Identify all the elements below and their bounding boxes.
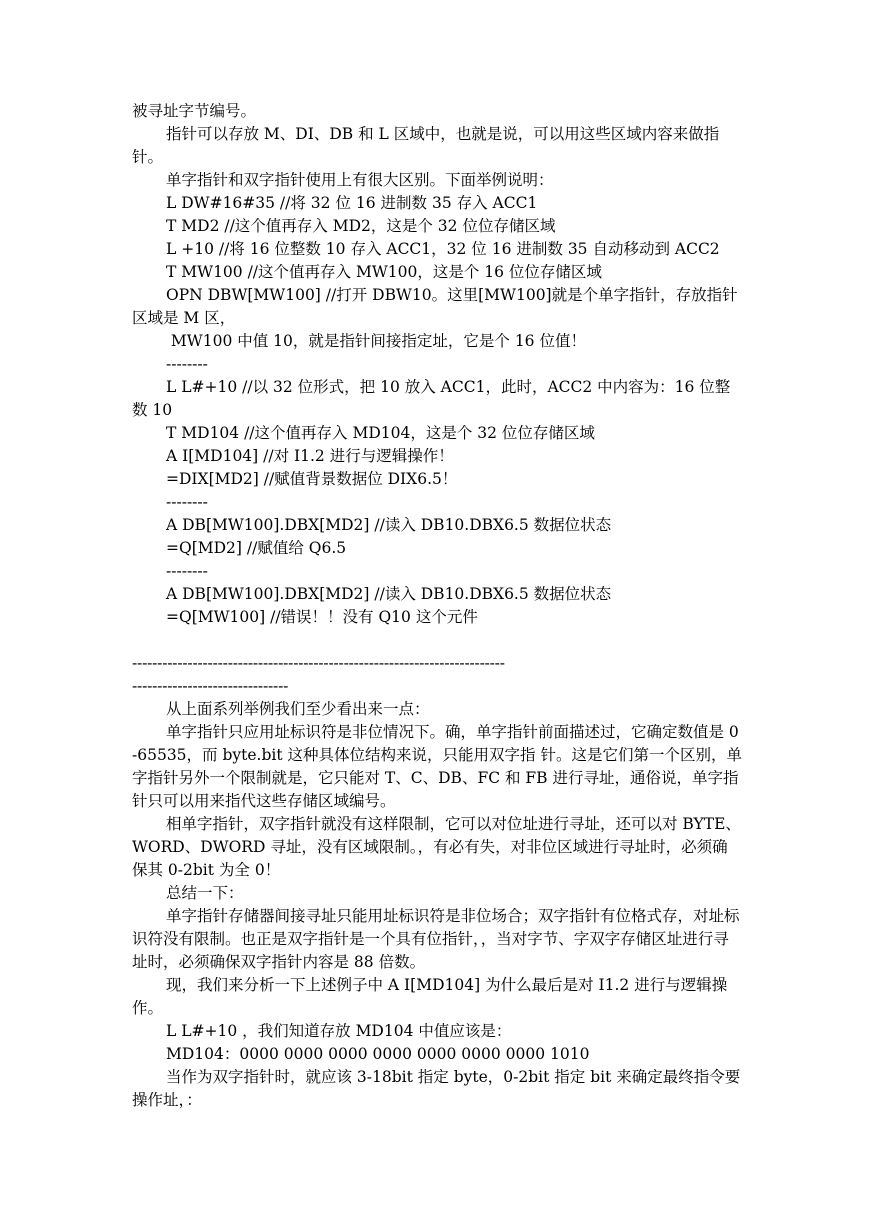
dash-divider: -------- xyxy=(166,493,208,511)
para-ll-value: L L#+10 ，我们知道存放 MD104 中值应该是： xyxy=(166,1022,512,1040)
code-line-opn: OPN DBW[MW100] //打开 DBW10。这里[MW100]就是个单字指针，存放指针区域是 M 区， xyxy=(132,286,738,327)
para-conclusion: 从上面系列举例我们至少看出来一点： xyxy=(166,700,430,718)
horizontal-rule: -------------------------------------------------------------------------- xyxy=(132,654,505,672)
para-pointer-difference: 单字指针和双字指针使用上有很大区别。下面举例说明： xyxy=(166,171,554,189)
para-single-pointer: 单字指针只应用址标识符是非位情况下。确，单字指针前面描述过，它确定数值是 0-65535，而 byte.bit 这种具体位结构来说，只能用双字指 针。这是它们第一个区别，单字指针另外一个限制就是，它只能对 T、C、DB、FC 和 FB 进行寻址，通俗说，单字指针只可以用来指代这些存储区域编号。 xyxy=(132,723,742,810)
para-analysis: 现，我们来分析一下上述例子中 A I[MD104] 为什么最后是对 I1.2 进行与逻辑操作。 xyxy=(132,976,728,1017)
dash-divider: -------- xyxy=(166,355,208,373)
code-line: L DW#16#35 //将 32 位 16 进制数 35 存入 ACC1 xyxy=(166,194,538,212)
code-line: A I[MD104] //对 I1.2 进行与逻辑操作！ xyxy=(166,447,454,465)
para-md104-bits: MD104：0000 0000 0000 0000 0000 0000 0000 1010 xyxy=(166,1045,590,1063)
code-line: A DB[MW100].DBX[MD2] //读入 DB10.DBX6.5 数据位状态 xyxy=(166,516,612,534)
code-line: =Q[MW100] //错误！！没有 Q10 这个元件 xyxy=(166,608,478,626)
code-line: T MD104 //这个值再存入 MD104，这是个 32 位位存储区域 xyxy=(166,424,595,442)
para-summary: 单字指针存储器间接寻址只能用址标识符是非位场合；双字指针有位格式存，对址标识符没有限制。也正是双字指针是一个具有位指针，，当对字节、字双字存储区址进行寻址时，必须确保双字指针内容是 88 倍数。 xyxy=(132,907,740,971)
top-fragment: 被寻址字节编号。 xyxy=(132,102,257,120)
horizontal-rule-continued: ------------------------------- xyxy=(132,677,289,695)
document-body xyxy=(132,100,742,1112)
code-line-ll: L L#+10 //以 32 位形式，把 10 放入 ACC1，此时，ACC2 中内容为：16 位整数 10 xyxy=(132,378,731,419)
code-line: T MW100 //这个值再存入 MW100，这是个 16 位位存储区域 xyxy=(166,263,602,281)
para-final: 当作为双字指针时，就应该 3-18bit 指定 byte，0-2bit 指定 bit 来确定最终指令要操作址，： xyxy=(132,1068,741,1109)
para-pointer-areas: 指针可以存放 M、DI、DB 和 L 区域中，也就是说，可以用这些区域内容来做指针。 xyxy=(132,125,720,166)
code-line: A DB[MW100].DBX[MD2] //读入 DB10.DBX6.5 数据位状态 xyxy=(166,585,612,603)
code-line-mw100: MW100 中值 10，就是指针间接指定址，它是个 16 位值！ xyxy=(166,332,586,350)
para-summary-heading: 总结一下： xyxy=(166,884,244,902)
code-line: =Q[MD2] //赋值给 Q6.5 xyxy=(166,539,347,557)
code-line: L +10 //将 16 位整数 10 存入 ACC1，32 位 16 进制数 35 自动移动到 ACC2 xyxy=(166,240,720,258)
spacer xyxy=(132,629,742,652)
code-line: T MD2 //这个值再存入 MD2，这是个 32 位位存储区域 xyxy=(166,217,556,235)
code-line: =DIX[MD2] //赋值背景数据位 DIX6.5！ xyxy=(166,470,458,488)
para-double-pointer: 相单字指针，双字指针就没有这样限制，它可以对位址进行寻址，还可以对 BYTE、WORD、DWORD 寻址，没有区域限制。，有必有失，对非位区域进行寻址时，必须确保其 0-2bit 为全 0！ xyxy=(132,815,741,879)
dash-divider: -------- xyxy=(166,562,208,580)
